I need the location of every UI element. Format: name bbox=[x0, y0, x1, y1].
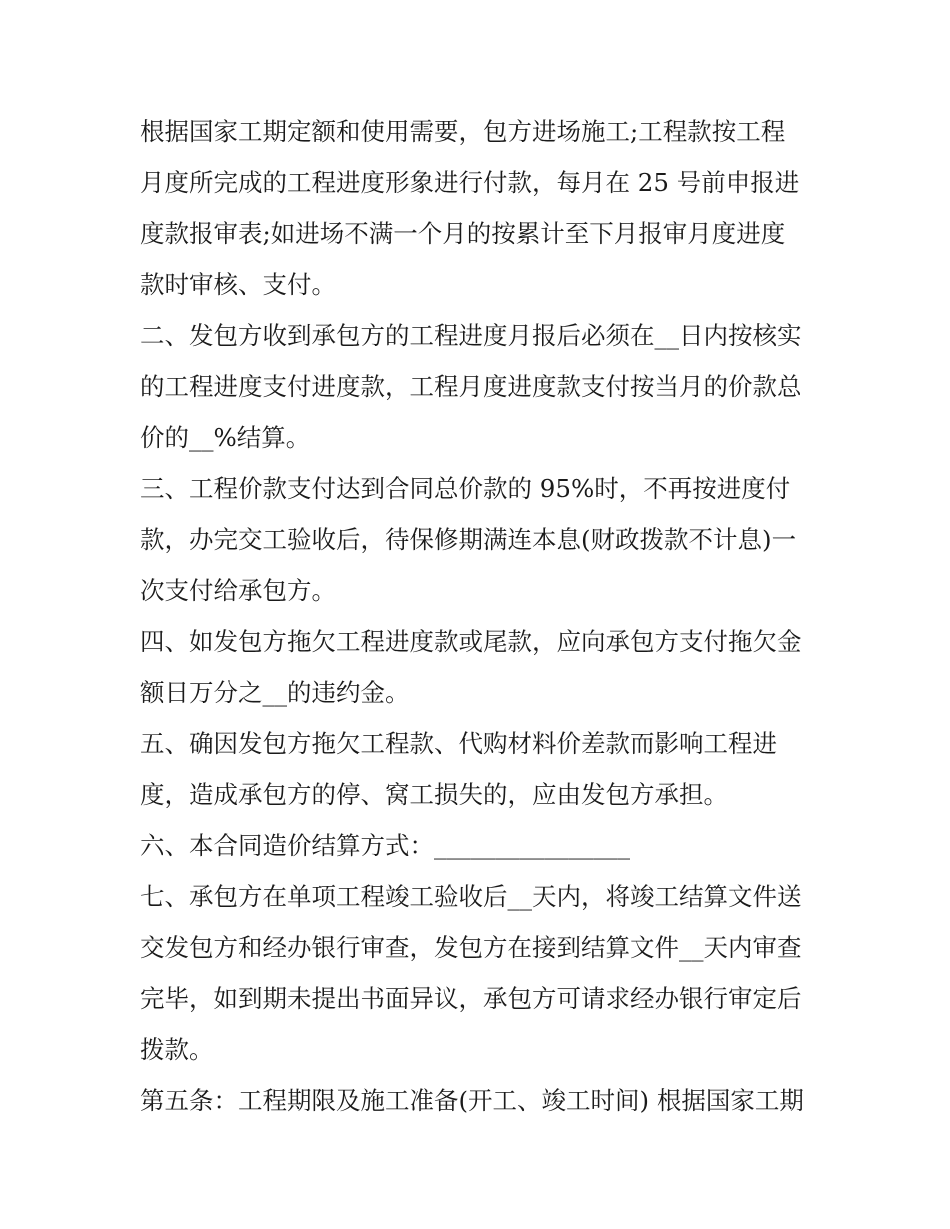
paragraph-clause-7 bbox=[140, 871, 820, 1075]
paragraph-payment-terms bbox=[140, 106, 820, 310]
paragraph-clause-6 bbox=[140, 820, 820, 871]
paragraph-clause-3 bbox=[140, 463, 820, 616]
text-line: 交发包方和经办银行审查，发包方在接到结算文件__天内审查 bbox=[140, 933, 802, 962]
document-body bbox=[140, 106, 820, 1126]
text-line: 款时审核、支付。 bbox=[140, 270, 336, 299]
paragraph-article-5 bbox=[140, 1075, 820, 1126]
text-line: 四、如发包方拖欠工程进度款或尾款，应向承包方支付拖欠金 bbox=[140, 627, 802, 656]
text-line: 额日万分之__的违约金。 bbox=[140, 678, 410, 707]
text-line: 二、发包方收到承包方的工程进度月报后必须在__日内按核实 bbox=[140, 321, 802, 350]
text-line: 的工程进度支付进度款，工程月度进度款支付按当月的价款总 bbox=[140, 372, 802, 401]
text-line: 月度所完成的工程进度形象进行付款，每月在 25 号前申报进 bbox=[140, 168, 800, 197]
text-line: 五、确因发包方拖欠工程款、代购材料价差款而影响工程进 bbox=[140, 729, 777, 758]
text-line: 第五条：工程期限及施工准备(开工、竣工时间) 根据国家工期 bbox=[140, 1086, 804, 1115]
text-line: 根据国家工期定额和使用需要，包方进场施工;工程款按工程 bbox=[140, 117, 786, 146]
text-line: 七、承包方在单项工程竣工验收后__天内，将竣工结算文件送 bbox=[140, 882, 802, 911]
text-line: 款，办完交工验收后，待保修期满连本息(财政拨款不计息)一 bbox=[140, 525, 797, 554]
text-line: 完毕，如到期未提出书面异议，承包方可请求经办银行审定后 bbox=[140, 984, 802, 1013]
text-line: 价的__%结算。 bbox=[140, 423, 311, 452]
text-line: 度款报审表;如进场不满一个月的按累计至下月报审月度进度 bbox=[140, 219, 786, 248]
text-line: 次支付给承包方。 bbox=[140, 576, 336, 605]
paragraph-clause-5 bbox=[140, 718, 820, 820]
text-line: 拨款。 bbox=[140, 1035, 214, 1064]
text-line: 度，造成承包方的停、窝工损失的，应由发包方承担。 bbox=[140, 780, 728, 809]
paragraph-clause-4 bbox=[140, 616, 820, 718]
text-line: 六、本合同造价结算方式：________________ bbox=[140, 831, 630, 860]
paragraph-clause-2 bbox=[140, 310, 820, 463]
text-line: 三、工程价款支付达到合同总价款的 95%时，不再按进度付 bbox=[140, 474, 791, 503]
